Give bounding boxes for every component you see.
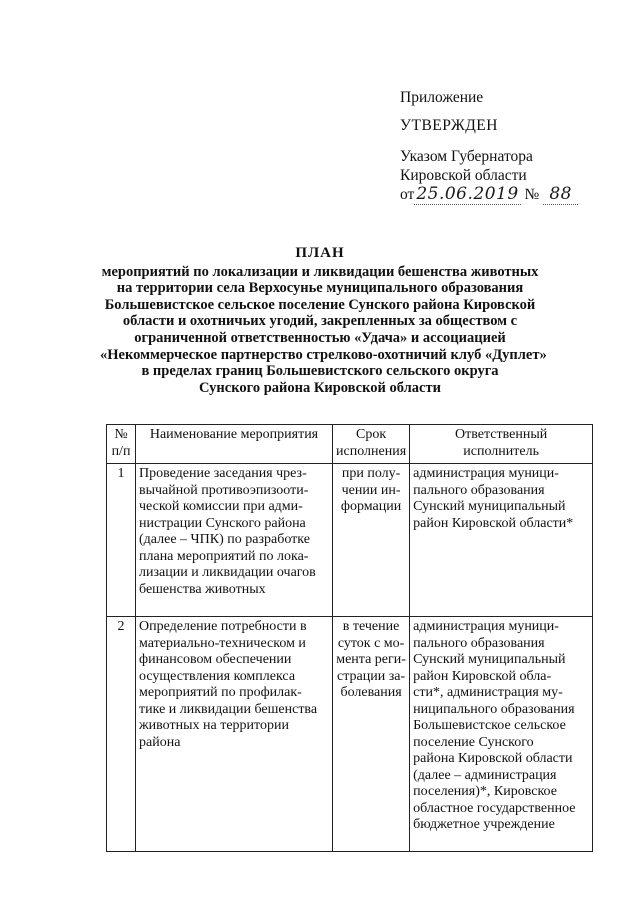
plan-title-line: Сунского района Кировской области [199,379,441,396]
cell-line: финансовом обеспечении [139,652,292,667]
decree-block [400,147,620,205]
plan-title-line: на территории села Верхосунье муниципального образования [116,280,524,297]
plan-title-main: ПЛАН [295,245,345,261]
plan-title-line: ограниченной ответственностью «Удача» и ассоциацией [134,329,506,346]
cell-line: п/п [111,443,131,459]
cell-line: формации [340,499,402,514]
cell-line: лизации и ликвидации очагов [139,565,316,580]
decree-line-1: Указом Губернатора [400,148,533,165]
annex-label: Приложение [400,89,484,106]
header-name [136,425,333,464]
from-prefix: от [400,186,415,203]
cell-line: Проведение заседания чрез- [139,466,307,481]
plan-title-lines [100,263,547,397]
cell-line: при полу- [341,466,401,481]
cell-line: вычайной противоэпизооти- [139,482,309,498]
table-row [107,464,593,617]
cell-line: болевания [340,685,402,700]
cell-line: мероприятий по профилак- [139,685,302,700]
cell-line: района Кировской области [413,751,573,766]
row-num: 2 [107,617,136,852]
table-row [107,617,593,852]
cell-line: областное государственное [413,800,576,816]
cell-line: материально-техническом и [139,635,306,651]
cell-line: № [114,427,128,442]
table-header-row [107,425,593,464]
cell-line: поселения)*, Кировское [413,784,557,799]
cell-line: район Кировской области* [413,515,574,531]
plan-title-line: «Некоммерческое партнерство стрелково-охотничий клуб «Дуплет» [100,346,547,363]
row-resp [410,464,593,617]
header-resp [410,425,593,464]
cell-line: тике и ликвидации бешенства [139,701,318,717]
cell-line: чении ин- [341,482,401,498]
plan-table [106,424,593,852]
cell-line: Ответственный [455,427,548,442]
cell-line: ческой комиссии при адми- [139,499,303,514]
cell-line: нистрации Сунского района [139,515,306,531]
cell-line: ниципального образования [413,701,575,717]
row-num: 1 [107,464,136,617]
cell-line: Наименование мероприятия [149,427,319,442]
cell-line: (далее – администрация [413,767,557,783]
cell-line: администрация муници- [413,466,559,481]
decree-date-line [400,185,620,205]
row-resp [410,617,593,852]
cell-line: осуществления комплекса [139,668,296,684]
cell-line: сти*, администрация му- [413,685,563,700]
cell-line: (далее – ЧПК) по разработке [139,532,310,547]
cell-line: бешенства животных [139,581,266,597]
cell-line: администрация муници- [413,619,559,634]
plan-title-line: мероприятий по локализации и ликвидации бешенства животных [101,263,539,280]
cell-line: исполнения [336,443,407,459]
plan-title-line: в пределах границ Большевистского сельского округа [141,363,499,380]
cell-line: район Кировской обла- [413,668,552,684]
cell-line: плана мероприятий по лока- [139,548,309,564]
cell-line: Сунский муниципальный [413,499,566,514]
cell-line: Сунский муниципальный [413,652,566,667]
row-term [333,617,410,852]
row-name [136,464,333,617]
row-name [136,617,333,852]
cell-line: в течение [342,619,400,634]
plan-title [100,245,547,396]
plan-title-line: области и охотничьих угодий, закрепленных за обществом с [122,313,518,330]
cell-line: пального образования [413,635,545,651]
cell-line: Большевистское сельское [413,718,566,733]
cell-line: поселение Сунского [413,734,534,750]
plan-title-line: Большевистское сельское поселение Сунского района Кировской [104,296,536,313]
number-sign: № [524,186,540,203]
header-term [333,425,410,464]
approved-label: УТВЕРЖДЕН [400,117,498,134]
row-term [333,464,410,617]
header-num [107,425,136,464]
cell-line: Срок [356,427,387,442]
cell-line: суток с мо- [337,635,405,651]
cell-line: Определение потребности в [139,619,307,634]
cell-line: животных на территории [139,718,289,733]
cell-line: мента реги- [336,652,406,667]
handwritten-date: 25.06.2019 [416,184,519,204]
cell-line: пального образования [413,482,545,498]
handwritten-number: 88 [543,185,578,205]
decree-line-2: Кировской области [400,167,527,184]
cell-line: района [139,734,181,750]
cell-line: исполнитель [463,443,539,459]
cell-line: страции за- [337,668,406,684]
cell-line: бюджетное учреждение [413,817,555,832]
